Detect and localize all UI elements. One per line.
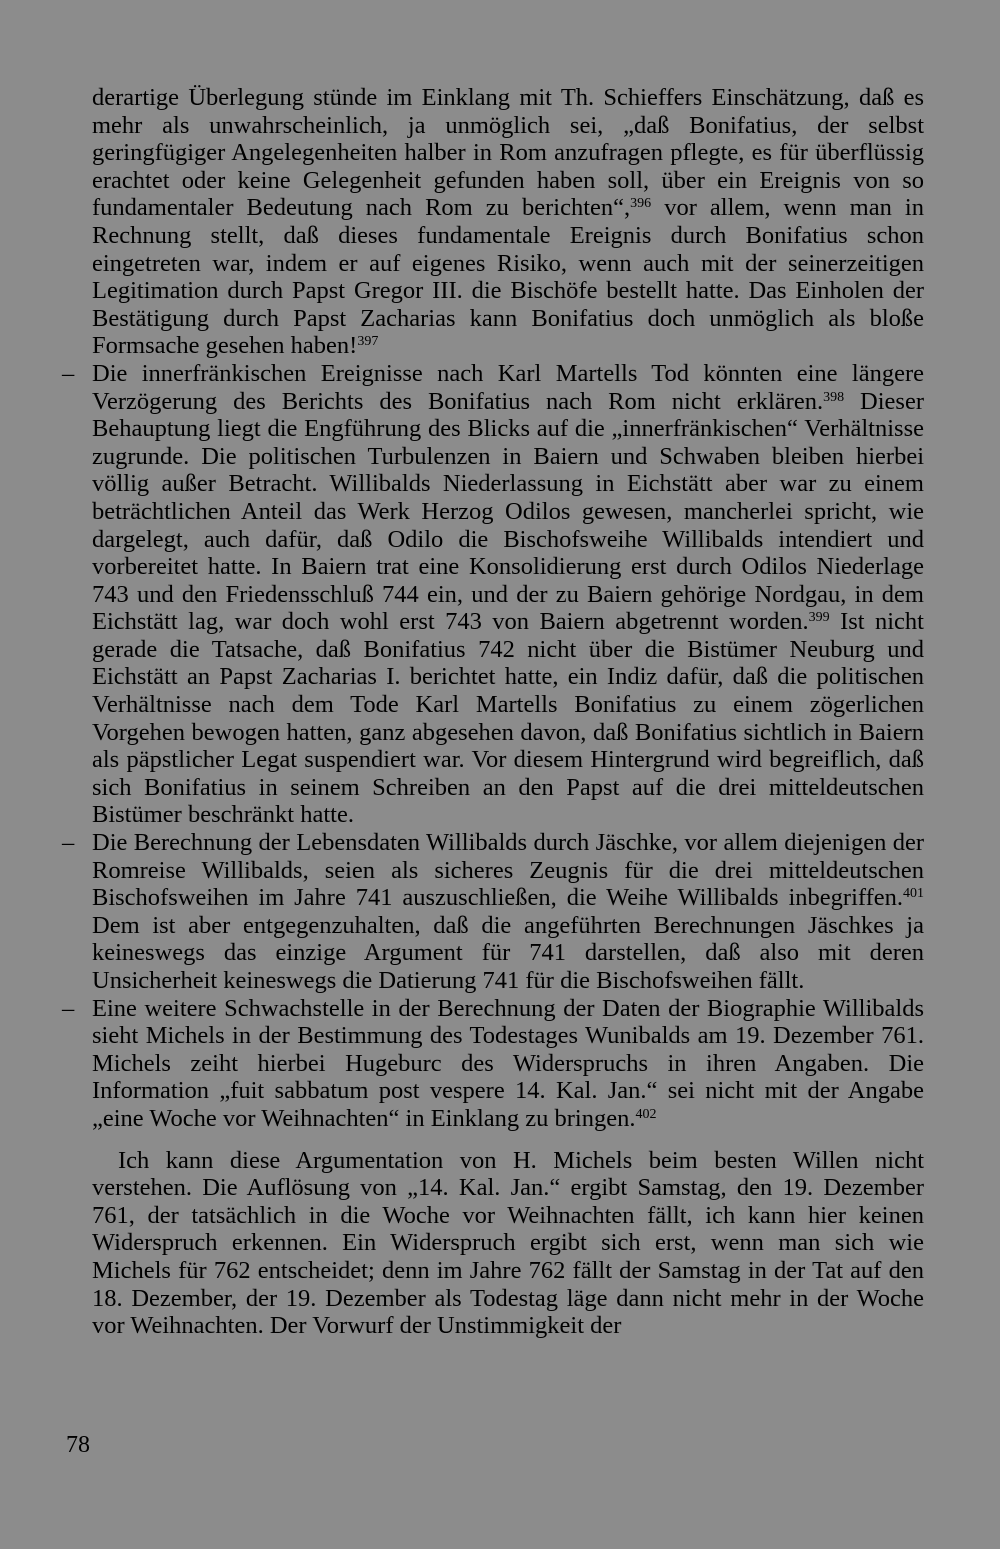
page-number: 78	[66, 1432, 90, 1458]
text-run: Ist nicht gerade die Tatsache, daß Bonifatius 742 nicht über die Bistümer Neuburg und Eichstätt an Papst Zacharias I. berichtet hatte, ein Indiz dafür, daß die politischen Verhältnisse nach dem Tode Karl Martells Bonifatius zu einem zögerlichen Vorgehen bewogen hatten, ganz abgesehen davon, daß Bonifatius sichtlich in Baiern als päpstlicher Legat suspendiert war. Vor diesem Hintergrund wird begreiflich, daß sich Bonifatius in seinem Schreiben an den Papst auf die drei mitteldeutschen Bistümer beschränkt hatte.	[92, 608, 924, 829]
text-run: vor allem, wenn man in Rechnung stellt, daß dieses fundamentale Ereignis durch Bonifatius schon eingetreten war, indem er auf eigenes Risiko, wenn auch mit der seinerzeitigen Legitimation durch Papst Gregor III. die Bischöfe bestellt hatte. Das Einholen der Bestätigung durch Papst Zacharias kann Bonifatius doch unmöglich als bloße Formsache gesehen haben!	[92, 194, 924, 360]
dash-marker: –	[62, 994, 75, 1022]
text-run: Dem ist aber entgegenzuhalten, daß die angeführten Berechnungen Jäschkes ja keineswegs das einzige Argument für 741 darstellen, daß also mit deren Unsicherheit keineswegs die Datierung 741 für die Bischofsweihen fällt.	[92, 911, 924, 994]
footnote-ref: 402	[635, 1106, 657, 1122]
footnote-ref: 401	[903, 886, 924, 902]
bullet-item	[62, 994, 924, 1133]
text-run: Dieser Behauptung liegt die Engführung des Blicks auf die „innerfränkischen“ Verhältnisse zugrunde. Die politischen Turbulenzen in Baiern und Schwaben bleiben hierbei völlig außer Betracht. Willibalds Niederlassung in Eichstätt aber war zu einem beträchtlichen Anteil das Werk Herzog Odilos gewesen, mancherlei spricht, wie dargelegt, auch dafür, daß Odilo die Bischofsweihe Willibalds intendiert und vorbereitet hatte. In Baiern trat eine Konsolidierung erst durch Odilos Niederlage 743 und den Friedensschluß 744 ein, und der zu Baiern gehörige Nordgau, in dem Eichstätt lag, war doch wohl erst 743 von Baiern abgetrennt worden.	[92, 387, 924, 636]
text-run: Die innerfränkischen Ereignisse nach Karl Martells Tod könnten eine längere Verzögerung des Berichts des Bonifatius nach Rom nicht erklären.	[92, 359, 924, 415]
footnote-ref: 399	[808, 610, 830, 626]
body-text	[62, 84, 924, 1340]
paragraph-continuation	[92, 84, 924, 360]
footnote-ref: 397	[357, 334, 379, 350]
text-run: Die Berechnung der Lebensdaten Willibalds durch Jäschke, vor allem diejenigen der Romreise Willibalds, seien als sicheres Zeugnis für die drei mitteldeutschen Bischofsweihen im Jahre 741 auszuschließen, die Weihe Willibalds inbegriffen.	[92, 829, 924, 912]
dash-marker: –	[62, 829, 75, 857]
paragraph	[92, 1147, 924, 1340]
text-run: Eine weitere Schwachstelle in der Berechnung der Daten der Biographie Willibalds sieht Michels in der Bestimmung des Todestages Wunibalds am 19. Dezember 761. Michels zeiht hierbei Hugeburc des Widerspruchs in ihren Angaben. Die Information „fuit sabbatum post vespere 14. Kal. Jan.“ sei nicht mit der Angabe „eine Woche vor Weihnachten“ in Einklang zu bringen.	[92, 994, 924, 1132]
bullet-item	[62, 359, 924, 829]
text-run: derartige Überlegung stünde im Einklang mit Th. Schieffers Einschätzung, daß es mehr als unwahrscheinlich, ja unmöglich sei, „daß Bonifatius, der selbst geringfügiger Angelegenheiten halber in Rom anzufragen pflegte, es für überflüssig erachtet oder keine Gelegenheit gefunden haben soll, über ein Ereignis von so fundamentaler Bedeutung nach Rom zu berichten“,	[92, 84, 924, 222]
dash-marker: –	[62, 359, 75, 387]
text-run: Ich kann diese Argumentation von H. Michels beim besten Willen nicht verstehen. Die Auflösung von „14. Kal. Jan.“ ergibt Samstag, den 19. Dezember 761, der tatsächlich in die Woche vor Weihnachten fällt, ich kann hier keinen Widerspruch erkennen. Ein Widerspruch ergibt sich erst, wenn man sich wie Michels für 762 entscheidet; denn im Jahre 762 fällt der Samstag in der Tat auf den 18. Dezember, der 19. Dezember als Todestag läge dann nicht mehr in der Woche vor Weihnachten. Der Vorwurf der Unstimmigkeit der	[92, 1146, 924, 1340]
footnote-ref: 396	[630, 196, 652, 212]
bullet-item	[62, 829, 924, 995]
footnote-ref: 398	[823, 389, 845, 405]
